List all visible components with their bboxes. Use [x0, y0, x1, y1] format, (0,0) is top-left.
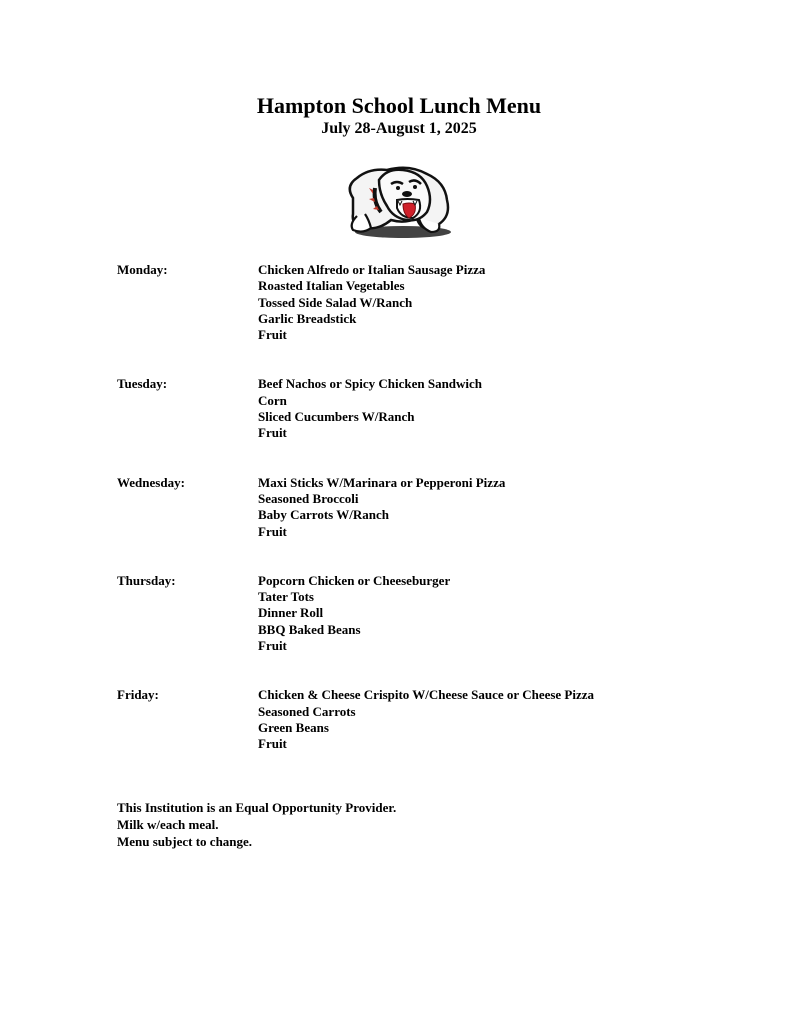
menu-item: Fruit: [258, 736, 287, 752]
menu-item: Tossed Side Salad W/Ranch: [258, 294, 413, 310]
menu-items: [258, 687, 594, 752]
menu-item: Green Beans: [258, 719, 329, 735]
menu-item: Tater Tots: [258, 589, 314, 605]
menu-item: Fruit: [258, 425, 287, 441]
menu-items: [258, 475, 505, 540]
day-label: Friday:: [117, 687, 159, 703]
menu-item: Fruit: [258, 523, 287, 539]
page-title: Hampton School Lunch Menu: [256, 93, 542, 118]
menu-item: Seasoned Carrots: [258, 703, 356, 719]
menu-item: Baby Carrots W/Ranch: [258, 507, 389, 523]
day-label: Wednesday:: [117, 474, 185, 490]
menu-item: Maxi Sticks W/Marinara or Pepperoni Pizza: [258, 474, 506, 490]
footer-notes: [117, 800, 396, 850]
bulldog-mascot-icon: [335, 158, 459, 240]
menu-item: Seasoned Broccoli: [258, 490, 359, 506]
menu-items: [258, 262, 485, 343]
menu-item: BBQ Baked Beans: [258, 621, 361, 637]
menu-item: Dinner Roll: [258, 605, 324, 621]
menu-item: Garlic Breadstick: [258, 310, 357, 326]
menu-item: Fruit: [258, 638, 287, 654]
menu-items: [258, 376, 482, 441]
day-label: Thursday:: [117, 572, 176, 588]
menu-item: Corn: [258, 392, 287, 408]
menu-items: [258, 573, 450, 654]
menu-item: Beef Nachos or Spicy Chicken Sandwich: [258, 376, 483, 392]
footer-line: Menu subject to change.: [117, 833, 253, 849]
day-friday: [117, 687, 757, 752]
date-range: July 28-August 1, 2025: [321, 120, 477, 137]
menu-item: Fruit: [258, 327, 287, 343]
day-label: Monday:: [117, 262, 168, 277]
day-thursday: [117, 573, 757, 654]
day-tuesday: [117, 376, 757, 441]
menu-item: Sliced Cucumbers W/Ranch: [258, 409, 415, 425]
day-monday: [117, 262, 757, 343]
day-wednesday: [117, 475, 757, 540]
menu-item: Popcorn Chicken or Cheeseburger: [258, 572, 451, 588]
menu-item: Chicken Alfredo or Italian Sausage Pizza: [258, 262, 486, 277]
menu-item: Roasted Italian Vegetables: [258, 278, 405, 294]
menu-list: [117, 262, 757, 786]
day-label: Tuesday:: [117, 376, 168, 392]
menu-item: Chicken & Cheese Crispito W/Cheese Sauce or Cheese Pizza: [258, 687, 595, 703]
footer-line: This Institution is an Equal Opportunity Provider.: [117, 800, 397, 815]
footer-line: Milk w/each meal.: [117, 816, 219, 832]
